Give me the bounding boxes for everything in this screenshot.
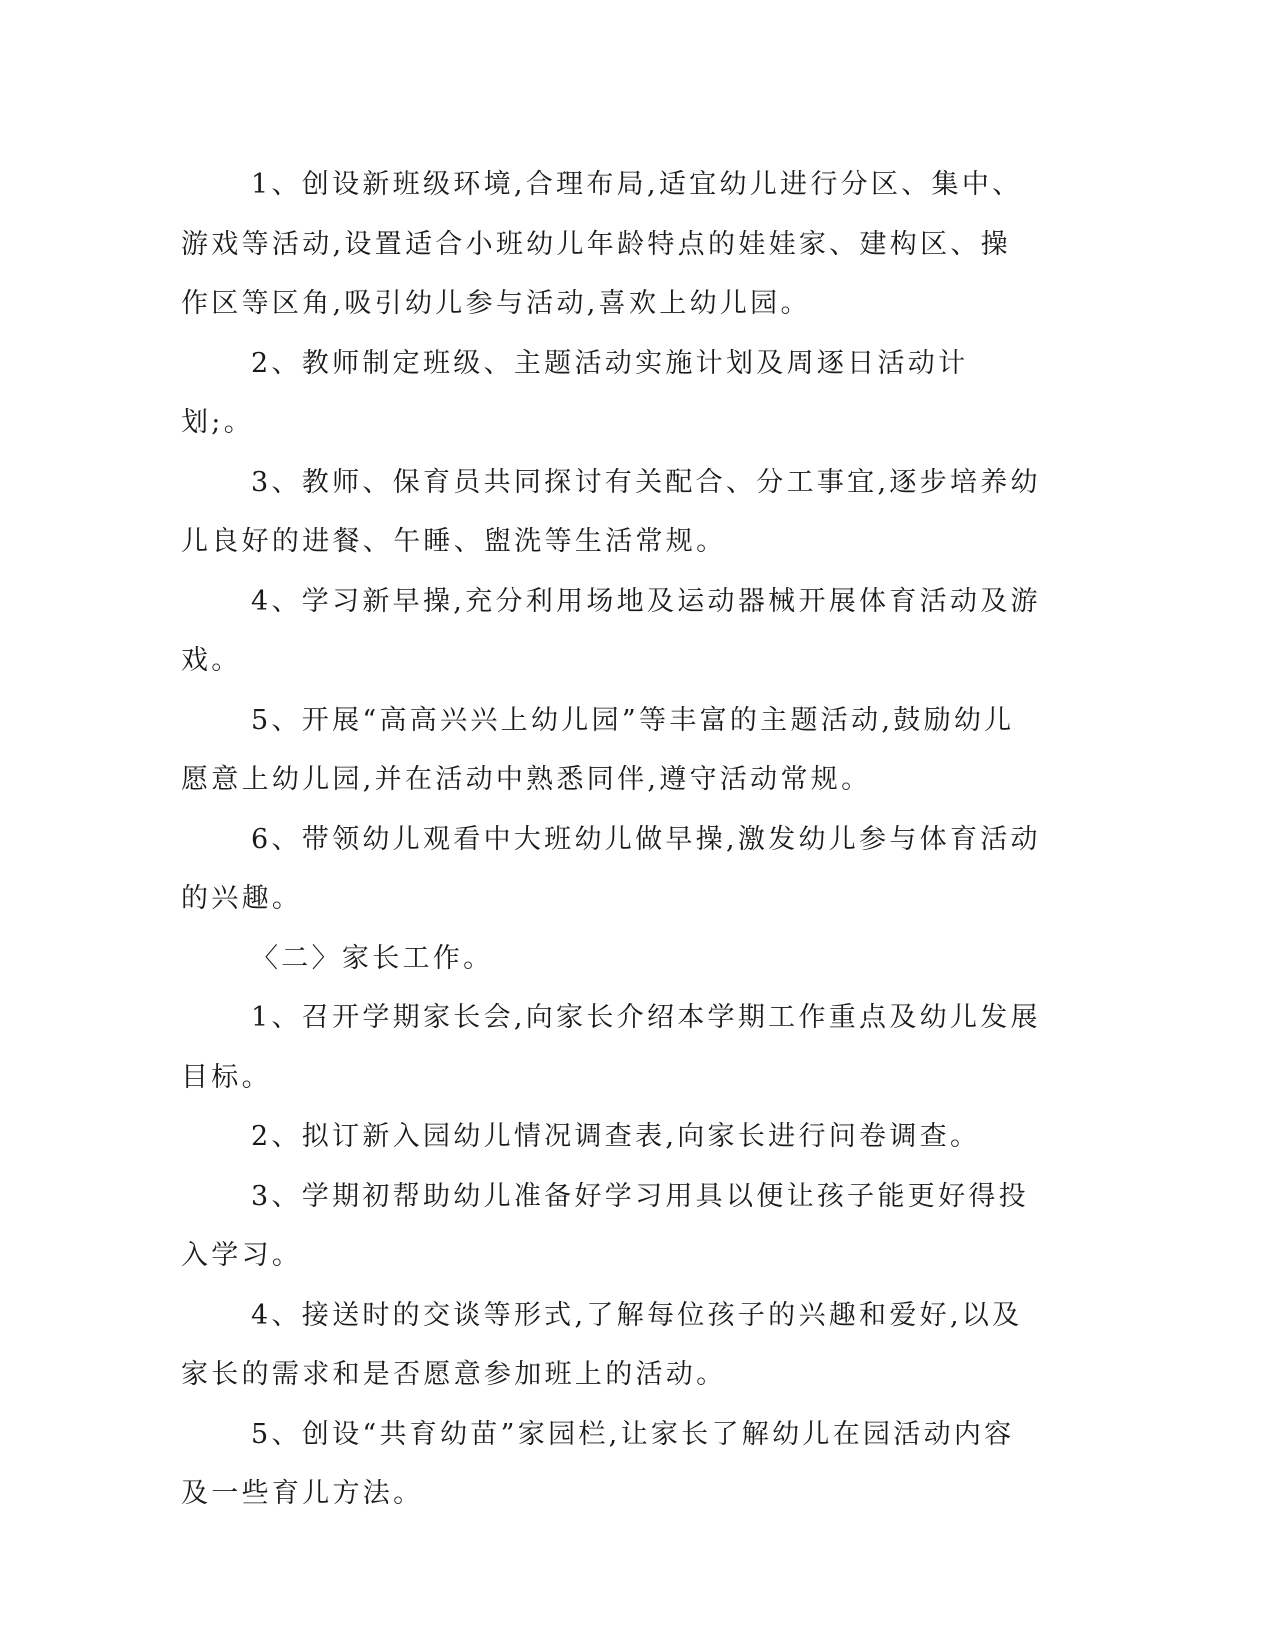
paragraph-watch-exercise: 6、带领幼儿观看中大班幼儿做早操,激发幼儿参与体育活动的兴趣。 [181, 823, 1041, 914]
paragraph-morning-exercise: 4、学习新早操,充分利用场地及运动器械开展体育活动及游戏。 [181, 585, 1041, 676]
paragraph-teacher-plan: 2、教师制定班级、主题活动实施计划及周逐日活动计划;。 [181, 347, 969, 438]
paragraph-env-setup: 1、创设新班级环境,合理布局,适宜幼儿进行分区、集中、游戏等活动,设置适合小班幼儿年龄特点的娃娃家、建构区、操作区等区角,吸引幼儿参与活动,喜欢上幼儿园。 [181, 169, 1023, 319]
document-body [181, 155, 1041, 1524]
section-heading-parent-work: 〈二〉家长工作。 [251, 942, 494, 974]
paragraph-supplies: 3、学期初帮助幼儿准备好学习用具以便让孩子能更好得投入学习。 [181, 1180, 1029, 1271]
paragraph-cooperation: 3、教师、保育员共同探讨有关配合、分工事宜,逐步培养幼儿良好的进餐、午睡、盥洗等生活常规。 [181, 466, 1041, 557]
paragraph-survey: 2、拟订新入园幼儿情况调查表,向家长进行问卷调查。 [251, 1121, 981, 1152]
paragraph-parent-meeting: 1、召开学期家长会,向家长介绍本学期工作重点及幼儿发展目标。 [181, 1002, 1041, 1093]
paragraph-communication: 4、接送时的交谈等形式,了解每位孩子的兴趣和爱好,以及家长的需求和是否愿意参加班上的活动。 [181, 1299, 1023, 1390]
paragraph-bulletin-board: 5、创设“共育幼苗”家园栏,让家长了解幼儿在园活动内容及一些育儿方法。 [181, 1418, 1015, 1509]
paragraph-theme-activity: 5、开展“高高兴兴上幼儿园”等丰富的主题活动,鼓励幼儿愿意上幼儿园,并在活动中熟悉同伴,遵守活动常规。 [181, 704, 1015, 795]
